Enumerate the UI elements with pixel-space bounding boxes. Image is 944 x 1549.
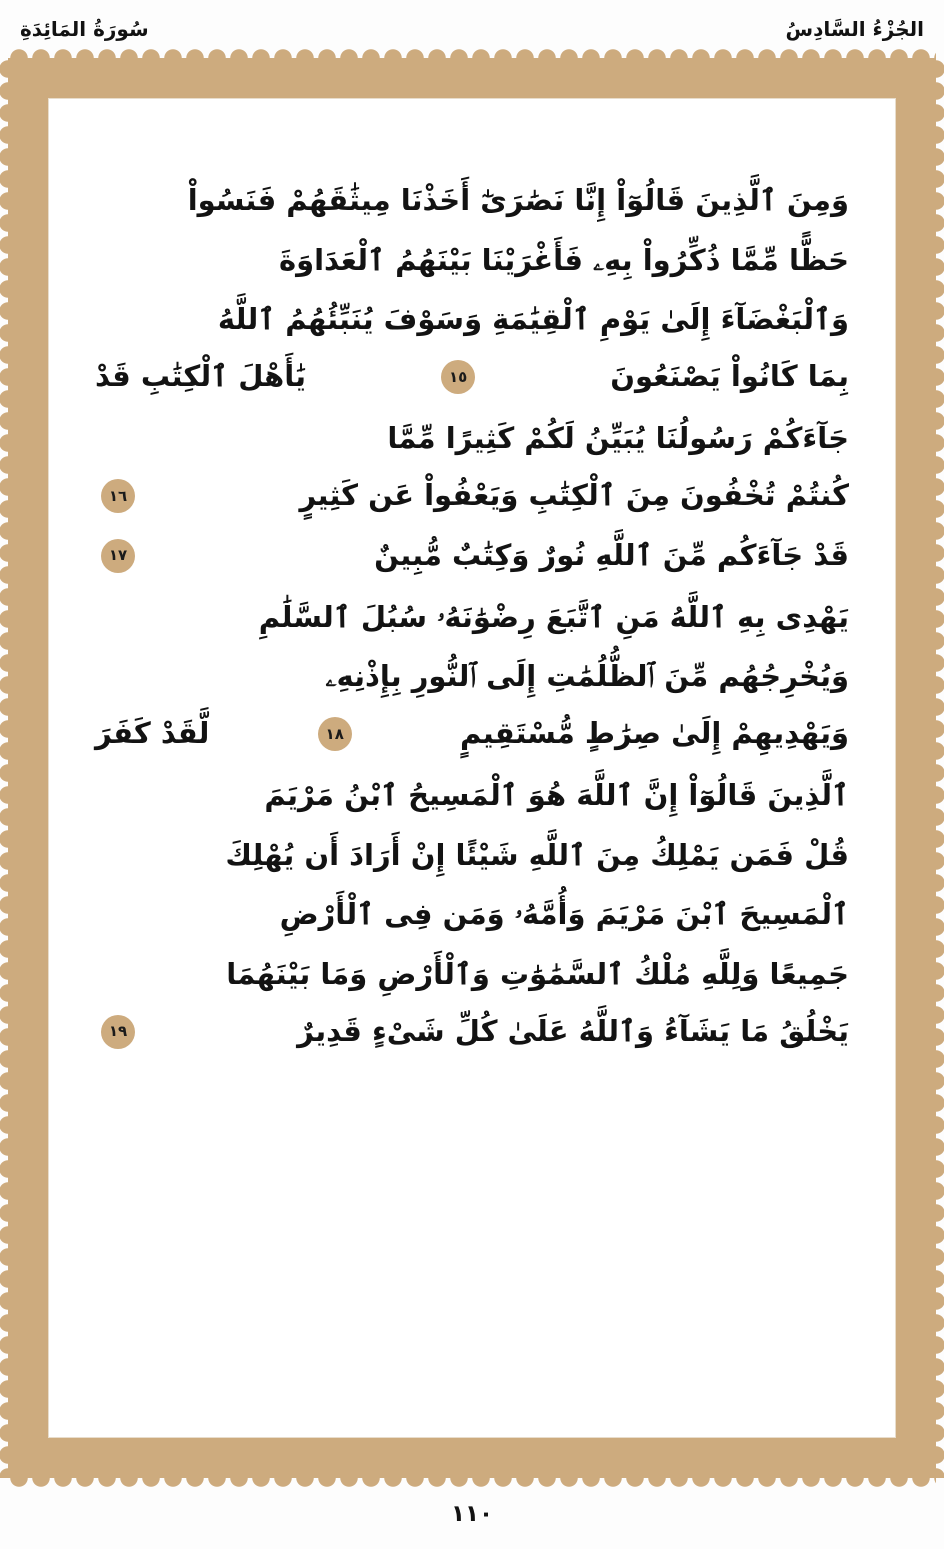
aya-text-before: قَدْ جَآءَكُم مِّنَ ٱللَّهِ نُورٌ وَكِتَٰبٌ مُّبِينٌ	[374, 537, 849, 572]
page-footer	[0, 1501, 944, 1527]
aya-text: جَآءَكُمْ رَسُولُنَا يُبَيِّنُ لَكُمْ كَثِيرًا مِّمَّا	[387, 421, 849, 456]
aya-line-content	[95, 956, 849, 991]
aya-text: وَيُخْرِجُهُم مِّنَ ٱلظُّلُمَٰتِ إِلَى ٱلنُّورِ بِإِذْنِهِۦ	[325, 659, 849, 694]
aya-line	[95, 588, 849, 648]
aya-line	[95, 945, 849, 1005]
aya-line-content	[95, 359, 849, 396]
aya-text: قُلْ فَمَن يَمْلِكُ مِنَ ٱللَّهِ شَيْئًا إِنْ أَرَادَ أَن يُهْلِكَ	[225, 837, 849, 872]
scallop-edge-top	[8, 49, 936, 67]
aya-line	[95, 826, 849, 886]
scallop-edge-right	[927, 58, 944, 1478]
aya-line	[95, 766, 849, 826]
surah-label: سُورَةُ المَائِدَةِ	[20, 17, 149, 41]
aya-text: ٱلَّذِينَ قَالُوٓاْ إِنَّ ٱللَّهَ هُوَ ٱلْمَسِيحُ ٱبْنُ مَرْيَمَ	[264, 778, 849, 813]
aya-line	[95, 231, 849, 291]
aya-text-after: يَٰأَهْلَ ٱلْكِتَٰبِ قَدْ	[95, 359, 307, 394]
aya-line	[95, 469, 849, 529]
aya-line	[95, 171, 849, 231]
aya-text: ٱلْمَسِيحَ ٱبْنَ مَرْيَمَ وَأُمَّهُۥ وَمَن فِى ٱلْأَرْضِ	[279, 897, 849, 932]
aya-line-content	[95, 242, 849, 277]
aya-line-content	[95, 183, 849, 218]
aya-line	[95, 409, 849, 469]
aya-line-content	[95, 659, 849, 694]
aya-line-content	[95, 478, 849, 515]
aya-line	[95, 647, 849, 707]
aya-number-medallion: ١٨	[318, 717, 352, 751]
aya-text-before: كُنتُمْ تُخْفُونَ مِنَ ٱلْكِتَٰبِ وَيَعْفُواْ عَن كَثِيرٍ	[299, 478, 849, 513]
aya-text-before: يَخْلُقُ مَا يَشَآءُ وَٱللَّهُ عَلَىٰ كُلِّ شَىْءٍ قَدِيرٌ	[297, 1013, 849, 1048]
aya-line-content	[95, 716, 849, 753]
aya-line	[95, 290, 849, 350]
aya-line	[95, 350, 849, 410]
aya-text-after: لَّقَدْ كَفَرَ	[95, 716, 210, 751]
scallop-edge-bottom	[8, 1469, 936, 1487]
aya-line-content	[95, 599, 849, 634]
aya-line-content	[95, 421, 849, 456]
mushaf-text-body	[95, 171, 849, 1375]
aya-line	[95, 1004, 849, 1064]
aya-text: وَٱلْبَغْضَآءَ إِلَىٰ يَوْمِ ٱلْقِيَٰمَةِ وَسَوْفَ يُنَبِّئُهُمُ ٱللَّهُ	[217, 302, 849, 337]
aya-line	[95, 528, 849, 588]
aya-text: وَمِنَ ٱلَّذِينَ قَالُوٓاْ إِنَّا نَصَٰرَىٰٓ أَخَذْنَا مِيثَٰقَهُمْ فَنَسُواْ	[187, 183, 849, 218]
aya-line	[95, 707, 849, 767]
juz-label: الجُزْءُ السَّادِسُ	[785, 17, 924, 41]
aya-line-content	[95, 778, 849, 813]
aya-line-content	[95, 302, 849, 337]
aya-number-medallion: ١٩	[101, 1015, 135, 1049]
aya-line	[95, 885, 849, 945]
aya-number-medallion: ١٦	[101, 479, 135, 513]
aya-text-before: بِمَا كَانُواْ يَصْنَعُونَ	[610, 359, 849, 394]
scallop-edge-left	[0, 58, 17, 1478]
decorative-frame	[8, 58, 936, 1478]
aya-text: جَمِيعًا وَلِلَّهِ مُلْكُ ٱلسَّمَٰوَٰتِ وَٱلْأَرْضِ وَمَا بَيْنَهُمَا	[226, 956, 849, 991]
aya-line-content	[95, 837, 849, 872]
page-number: ١١٠	[450, 1501, 494, 1527]
aya-number-medallion: ١٥	[441, 360, 475, 394]
aya-line-content	[95, 897, 849, 932]
aya-text: حَظًّا مِّمَّا ذُكِّرُواْ بِهِۦ فَأَغْرَيْنَا بَيْنَهُمُ ٱلْعَدَاوَةَ	[278, 242, 849, 277]
aya-line-content	[95, 537, 849, 575]
aya-text-before: وَيَهْدِيهِمْ إِلَىٰ صِرَٰطٍ مُّسْتَقِيمٍ	[460, 716, 849, 751]
aya-number-medallion: ١٧	[101, 539, 135, 573]
aya-line-content	[95, 1013, 849, 1051]
text-panel	[48, 98, 896, 1438]
aya-text: يَهْدِى بِهِ ٱللَّهُ مَنِ ٱتَّبَعَ رِضْوَٰنَهُۥ سُبُلَ ٱلسَّلَٰمِ	[258, 599, 849, 634]
